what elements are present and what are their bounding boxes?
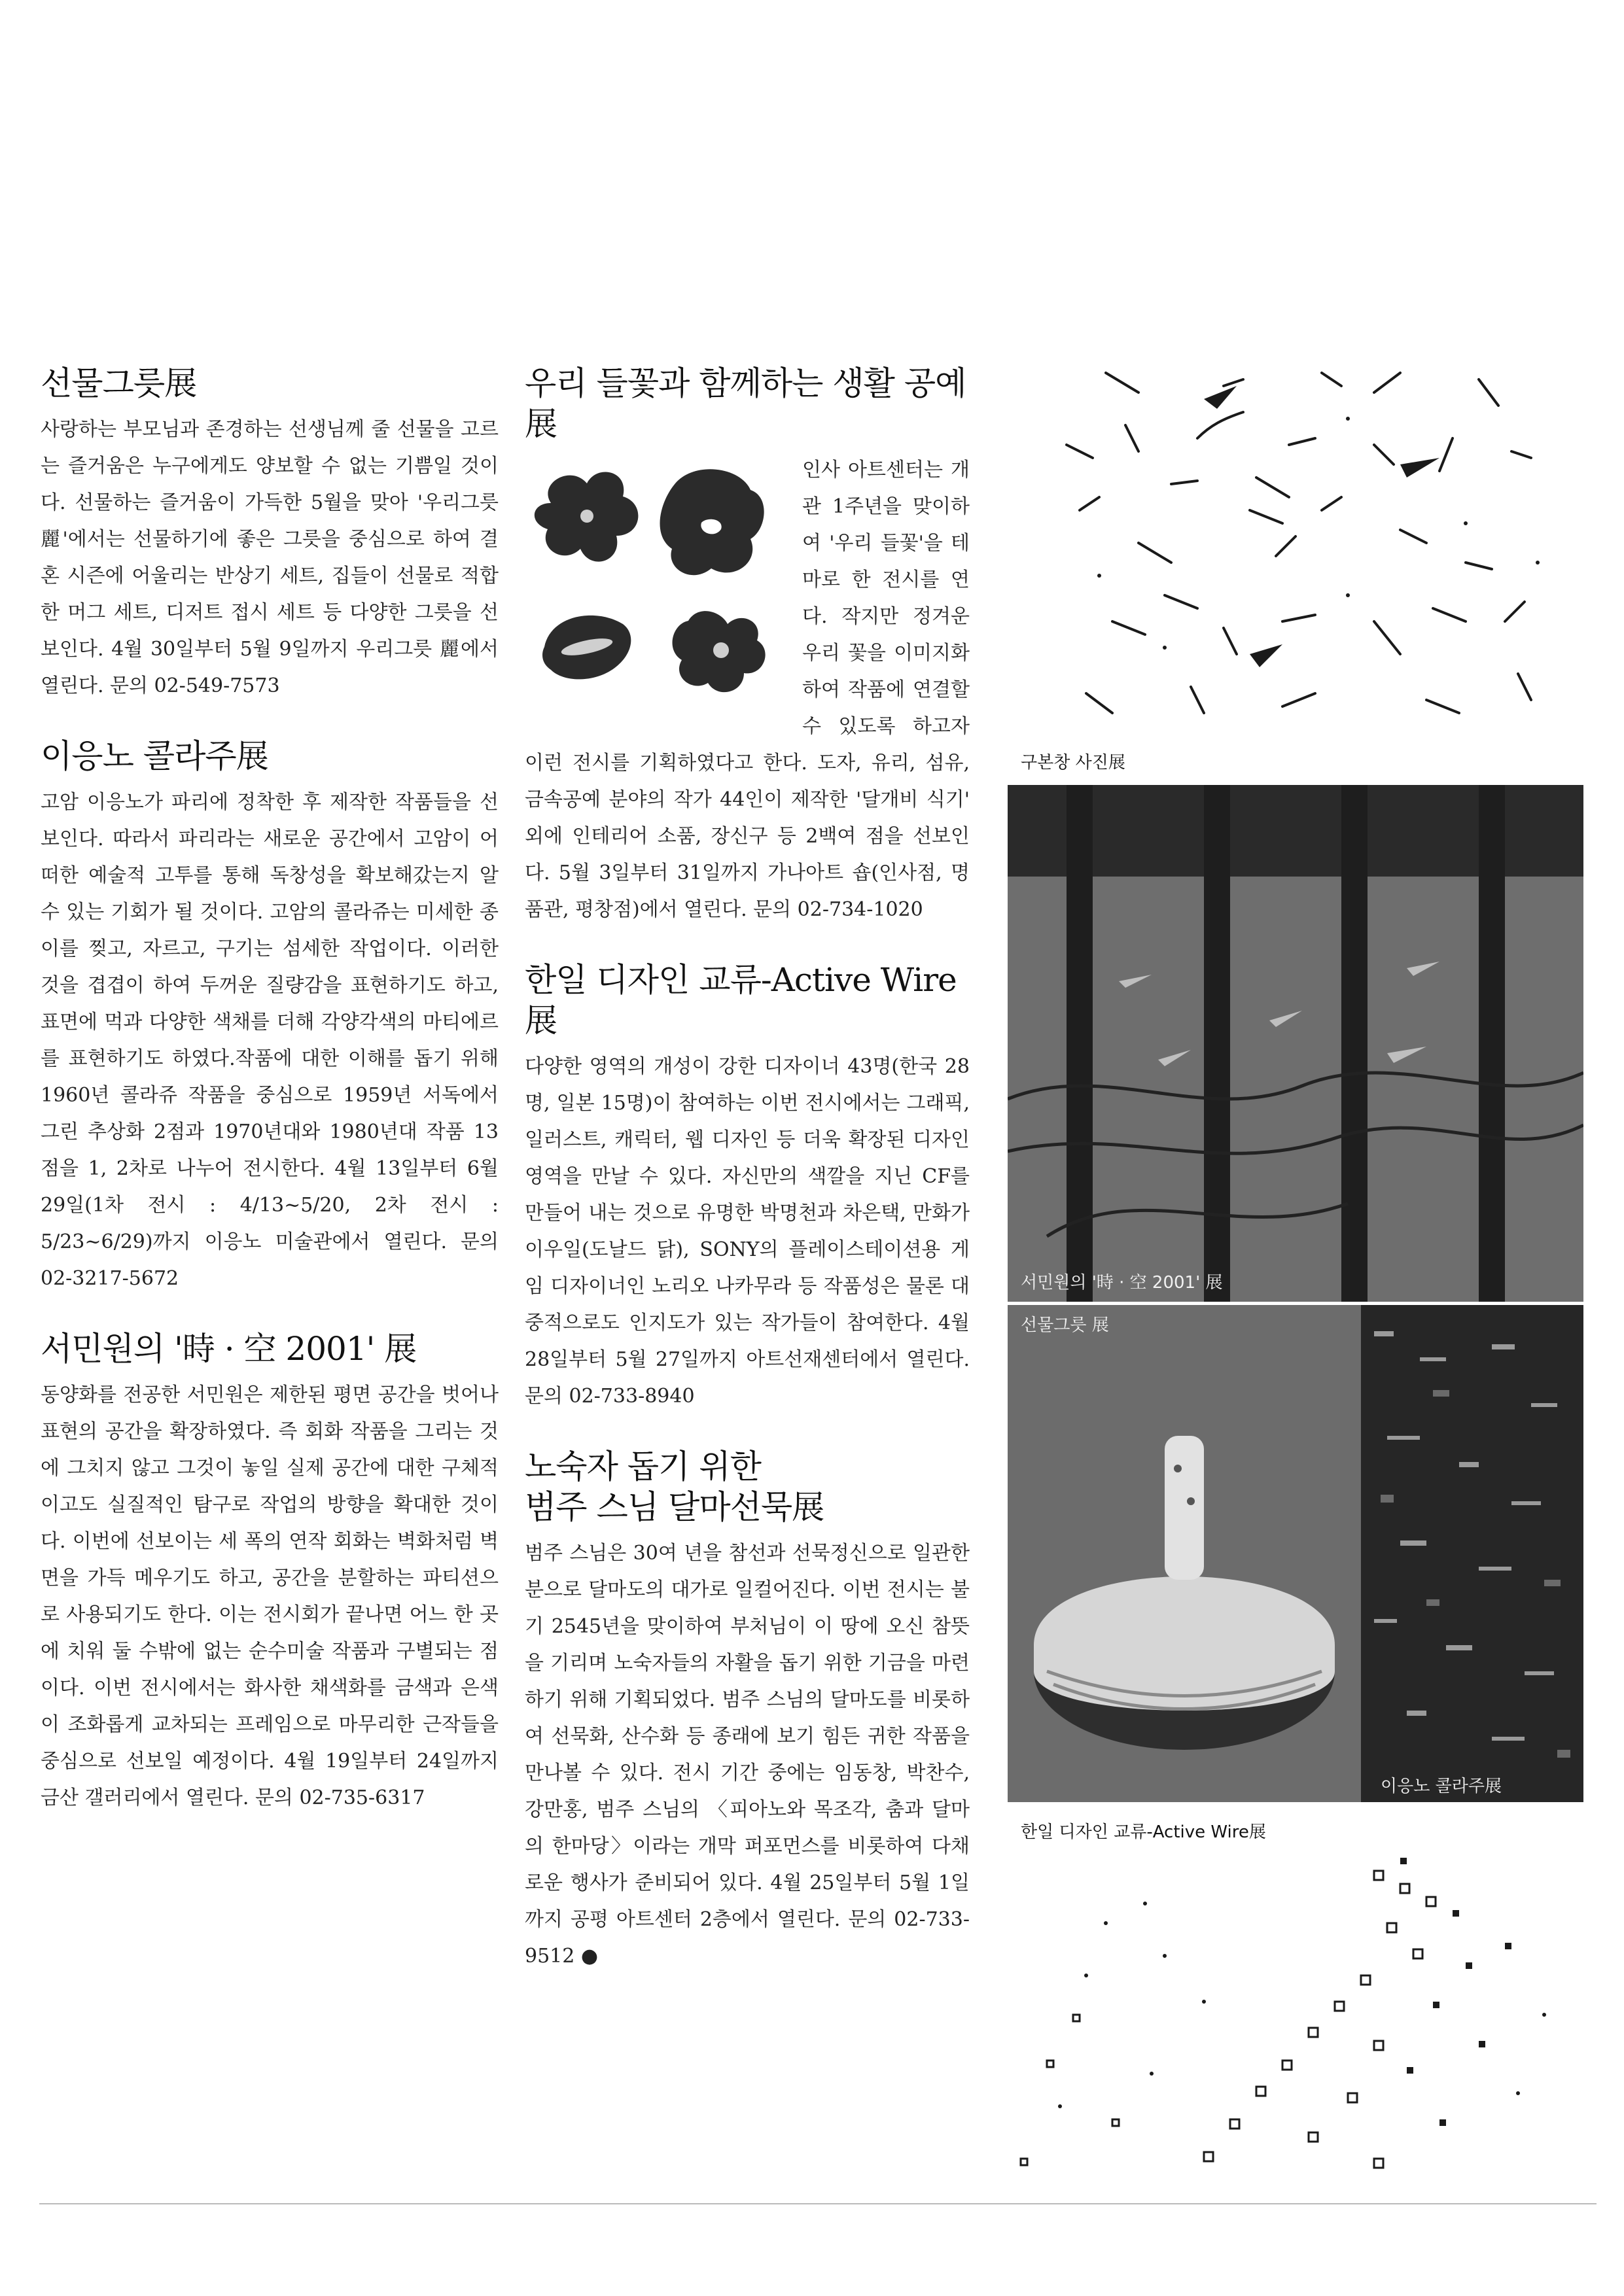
article-title-line1: 노숙자 돕기 위한	[525, 1448, 761, 1486]
middle-column	[525, 363, 970, 2006]
article-body: 동양화를 전공한 서민원은 제한된 평면 공간을 벗어나 표현의 공간을 확장하였다. 즉 회화 작품을 그리는 것에 그치지 않고 그것이 놓일 실제 공간에 대한 구체적이고도 실질적인 탐구로 작업의 방향을 확대한 것이다. 이번에 선보이는 세 폭의 연작 회화는 벽화처럼 벽면을 가득 메우기도 하고, 공간을 분할하는 파티션으로 사용되기도 한다. 이는 전시회가 끝나면 어느 한 곳에 치워 둘 수밖에 없는 순수미술 작품과 구별되는 점이다. 이번 전시에서는 화사한 채색화를 금색과 은색이 조화롭게 교차되는 프레임으로 마무리한 근작들을 중심으로 선보일 예정이다. 4월 19일부터 24일까지 금산 갤러리에서 열린다. 문의 02-735-6317	[41, 1383, 499, 1809]
article-beomju-dharma	[525, 1446, 970, 1975]
article-title: 한일 디자인 교류-Active Wire展	[525, 961, 957, 1039]
article-title-line2: 범주 스님 달마선묵展	[525, 1488, 824, 1526]
article-active-wire	[525, 960, 970, 1415]
article-seo-minwon	[41, 1329, 499, 1817]
window-screen-painting	[1008, 785, 1583, 1302]
article-body: 사랑하는 부모님과 존경하는 선생님께 줄 선물을 고르는 즐거움은 누구에게도 양보할 수 없는 기쁨일 것이다. 선물하는 즐거움이 가득한 5월을 맞아 '우리그릇 麗'에서는 선물하기에 좋은 그릇을 중심으로 하여 결혼 시즌에 어울리는 반상기 세트, 집들이 선물로 적합한 머그 세트, 디저트 접시 세트 등 다양한 그릇을 선보인다. 4월 30일부터 5월 9일까지 우리그릇 麗에서 열린다. 문의 02-549-7573	[41, 418, 499, 697]
article-title: 서민원의 '時 · 空 2001' 展	[41, 1330, 417, 1368]
article-title	[525, 1446, 970, 1527]
article-title: 이응노 콜라주展	[41, 737, 268, 775]
article-body: 범주 스님은 30여 년을 참선과 선묵정신으로 일관한 분으로 달마도의 대가로 일컬어진다. 이번 전시는 불기 2545년을 맞이하여 부처님이 이 땅에 오신 참뜻을 기리며 노숙자들의 자활을 돕기 위한 기금을 마련하기 위해 기획되었다. 범주 스님의 달마도를 비롯하여 선묵화, 산수화 등 종래에 보기 힘든 귀한 작품을 만나볼 수 있다. 전시 기간 중에는 임동창, 박찬수, 강만홍, 범주 스님의 〈피아노와 목조각, 춤과 달마의 한마당〉이라는 개막 퍼포먼스를 비롯하여 다채로운 행사가 준비되어 있다. 4월 25일부터 5월 1일까지 공평 아트센터 2층에서 열린다. 문의 02-733-9512 ●	[525, 1542, 970, 1968]
dotted-pattern-image	[1008, 1845, 1583, 2198]
seo-minwon-photo	[1008, 785, 1583, 1302]
left-column	[41, 363, 499, 1848]
page-bottom-rule	[39, 2203, 1597, 2204]
article-title: 우리 들꽃과 함께하는 생활 공예展	[525, 364, 966, 443]
flower-shapes	[525, 457, 786, 719]
flower-craft-image	[525, 457, 786, 719]
article-body: 고암 이응노가 파리에 정착한 후 제작한 작품들을 선보인다. 따라서 파리라는 새로운 공간에서 고암이 어떠한 예술적 고투를 통해 독창성을 확보해갔는지 알 수 있는 기회가 될 것이다. 고암의 콜라쥬는 미세한 종이를 찢고, 자르고, 구기는 섬세한 작업이다. 이러한 것을 겹겹이 하여 두꺼운 질량감을 표현하기도 하고, 표면에 먹과 다양한 색채를 더해 각양각색의 마티에르를 표현하기도 하였다.작품에 대한 이해를 돕기 위해 1960년 콜라쥬 작품을 중심으로 1959년 서독에서 그린 추상화 2점과 1970년대와 1980년대 작품 13점을 1, 2차로 나누어 전시한다. 4월 13일부터 6월 29일(1차 전시 : 4/13~5/20, 2차 전시 : 5/23~6/29)까지 이응노 미술관에서 열린다. 문의 02-3217-5672	[41, 791, 499, 1290]
active-wire-photo	[1008, 1845, 1583, 2198]
article-body: 인사 아트센터는 개관 1주년을 맞이하여 '우리 들꽃'을 테마로 한 전시를 연다. 작지만 정겨운 우리 꽃을 이미지화하여 작품에 연결할 수 있도록 하고자 이런 전시를 기획하였다고 한다. 도자, 유리, 섬유, 금속공예 분야의 작가 44인이 제작한 '달개비 식기' 외에 인테리어 소품, 장신구 등 2백여 점을 선보인다. 5월 3일부터 31일까지 가나아트 숍(인사점, 명품관, 평창점)에서 열린다. 문의 02-734-1020	[525, 459, 970, 921]
lee-ungno-collage-photo	[1361, 1305, 1583, 1802]
flower-shape-2	[660, 469, 764, 575]
caption-koo-bonchang: 구본창 사진展	[1021, 753, 1125, 773]
scattered-strokes-image	[1008, 347, 1583, 765]
caption-lee-ungno: 이응노 콜라주展	[1381, 1777, 1502, 1796]
article-gift-bowls	[41, 363, 499, 704]
caption-gift-bowl: 선물그릇 展	[1021, 1315, 1109, 1335]
gift-bowl-photo	[1008, 1305, 1361, 1802]
article-lee-ungno	[41, 736, 499, 1297]
article-title: 선물그릇展	[41, 364, 197, 402]
collage-texture-image	[1361, 1305, 1583, 1802]
article-body: 다양한 영역의 개성이 강한 디자이너 43명(한국 28명, 일본 15명)이 참여하는 이번 전시에서는 그래픽, 일러스트, 캐릭터, 웹 디자인 등 더욱 확장된 디자인 영역을 만날 수 있다. 자신만의 색깔을 지닌 CF를 만들어 내는 것으로 유명한 박명천과 차은택, 만화가 이우일(도날드 닭), SONY의 플레이스테이션용 게임 디자이너인 노리오 나카무라 등 작품성은 물론 대중적으로도 인지도가 있는 작가들이 참여한다. 4월 28일부터 5월 27일까지 아트선재센터에서 열린다. 문의 02-733-8940	[525, 1055, 970, 1408]
caption-active-wire: 한일 디자인 교류-Active Wire展	[1021, 1822, 1266, 1842]
caption-seo-minwon: 서민원의 '時 · 空 2001' 展	[1021, 1273, 1223, 1293]
article-wildflower-craft	[525, 363, 970, 928]
koo-bonchang-photo	[1008, 347, 1583, 765]
lidded-jar-image	[1008, 1305, 1361, 1802]
